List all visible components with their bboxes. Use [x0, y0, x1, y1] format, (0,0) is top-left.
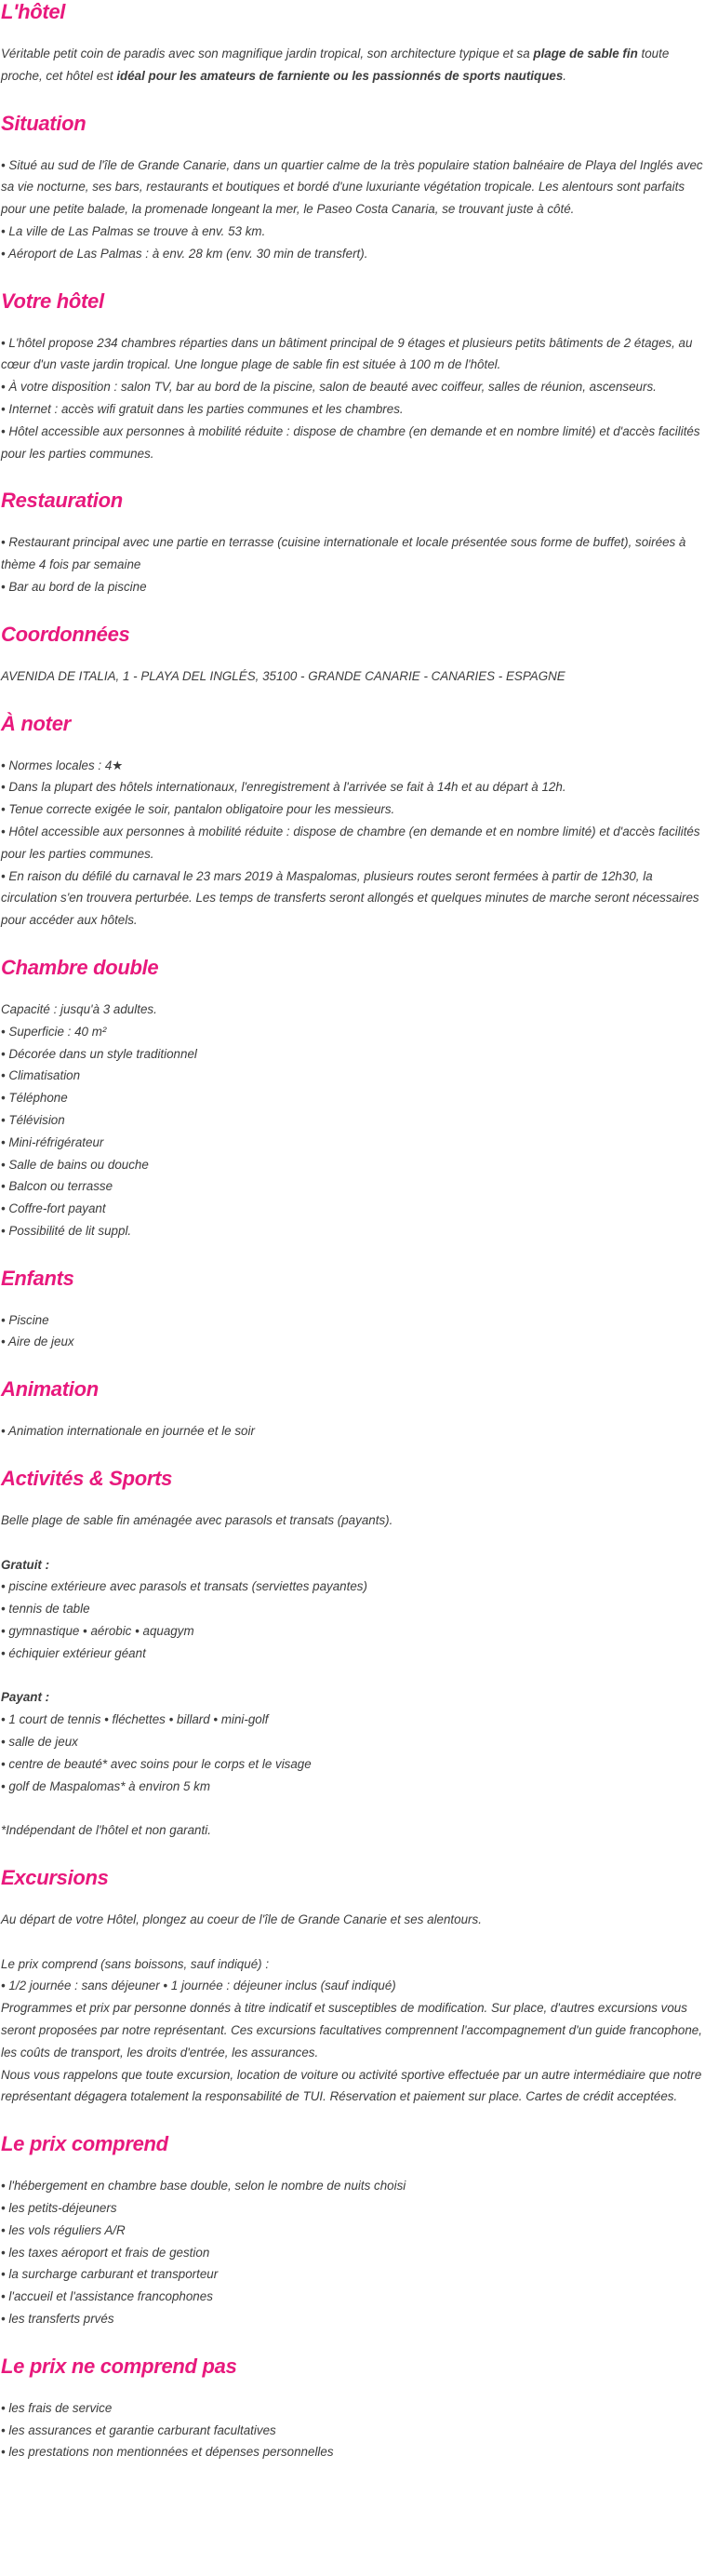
section-body-coordonnees	[1, 665, 705, 688]
text-run: Capacité : jusqu'à 3 adultes.	[1, 1001, 157, 1016]
text-line	[1, 665, 703, 688]
section-title-coordonnees: Coordonnées	[1, 622, 130, 646]
text-line	[1, 154, 703, 221]
section-body-a-noter	[1, 755, 705, 932]
section-restauration	[1, 489, 705, 597]
section-votre-hotel	[1, 289, 705, 465]
section-hotel	[1, 0, 705, 87]
text-run: • Climatisation	[1, 1068, 81, 1083]
text-line	[1, 1576, 703, 1598]
text-run: • 1/2 journée : sans déjeuner • 1 journée : déjeuner inclus (sauf indiqué)	[1, 1979, 396, 1993]
section-title-chambre-double: Chambre double	[1, 955, 159, 979]
text-run: .	[563, 68, 567, 83]
text-run: • Bar au bord de la piscine	[1, 579, 147, 594]
text-run: • centre de beauté* avec soins pour le corps et le visage	[1, 1756, 312, 1771]
text-line	[1, 1953, 703, 1976]
text-line	[1, 2242, 703, 2264]
text-run: AVENIDA DE ITALIA, 1 - PLAYA DEL INGLÉS, 35100 - GRANDE CANARIE - CANARIES - ESPAGNE	[1, 668, 565, 683]
text-run: • Coffre-fort payant	[1, 1201, 106, 1216]
text-line	[1, 2175, 703, 2197]
text-run: • les vols réguliers A/R	[1, 2222, 126, 2237]
blank-line	[1, 1931, 703, 1953]
section-title-activites: Activités & Sports	[1, 1467, 173, 1491]
text-line	[1, 376, 703, 398]
section-body-chambre-double	[1, 999, 705, 1242]
text-run: • Situé au sud de l'île de Grande Canarie, dans un quartier calme de la très populaire station balnéaire de Playa del Inglés avec sa vie nocturne, ses bars, restaurants et boutiques et bordé d'une luxuriante végétation tropicale. Les alentours sont parfaits pour une petite balade, la promenade longeant la mer, le Paseo Costa Canaria, se trouvant juste à côté.	[1, 157, 703, 217]
text-run: • Animation internationale en journée et le soir	[1, 1424, 255, 1439]
blank-line	[1, 1797, 703, 1819]
text-run: • Superficie : 40 m²	[1, 1024, 107, 1039]
text-line	[1, 1087, 703, 1109]
text-line	[1, 1753, 703, 1776]
text-run: • Tenue correcte exigée le soir, pantalon obligatoire pour les messieurs.	[1, 802, 395, 817]
text-run: • Téléphone	[1, 1091, 68, 1106]
text-line	[1, 1065, 703, 1087]
text-line	[1, 576, 703, 598]
text-run: • Salle de bains ou douche	[1, 1157, 149, 1172]
text-run: • Normes locales : 4★	[1, 758, 124, 772]
text-line	[1, 1819, 703, 1842]
text-line	[1, 1997, 703, 2063]
section-title-restauration: Restauration	[1, 489, 123, 513]
text-line	[1, 1620, 703, 1643]
text-line	[1, 2286, 703, 2308]
sections-container	[1, 0, 705, 2463]
text-run: • 1 court de tennis • fléchettes • billard • mini-golf	[1, 1712, 269, 1727]
text-line	[1, 1309, 703, 1332]
section-body-enfants	[1, 1309, 705, 1354]
section-body-situation	[1, 154, 705, 265]
text-line	[1, 798, 703, 821]
text-run: • tennis de table	[1, 1602, 90, 1617]
section-title-situation: Situation	[1, 111, 86, 135]
text-line	[1, 2420, 703, 2442]
text-line	[1, 999, 703, 1021]
text-line	[1, 1043, 703, 1066]
text-line	[1, 1198, 703, 1220]
text-run: • Télévision	[1, 1112, 65, 1127]
bold-text: idéal pour les amateurs de farniente ou les passionnés de sports nautiques	[116, 68, 564, 83]
text-run: • Balcon ou terrasse	[1, 1179, 113, 1194]
text-line	[1, 1709, 703, 1731]
text-run: • golf de Maspalomas* à environ 5 km	[1, 1778, 210, 1793]
text-line	[1, 1643, 703, 1665]
section-animation	[1, 1377, 705, 1442]
section-title-prix-comprend: Le prix comprend	[1, 2132, 168, 2156]
text-line	[1, 2441, 703, 2463]
text-line	[1, 865, 703, 932]
section-prix-ne-comprend-pas	[1, 2355, 705, 2463]
text-run: • les frais de service	[1, 2400, 113, 2415]
text-run: • salle de jeux	[1, 1735, 78, 1750]
text-run: • L'hôtel propose 234 chambres réparties dans un bâtiment principal de 9 étages et plusieurs petits bâtiments de 2 étages, au cœur d'un vaste jardin tropical. Une longue plage de sable fin est située à 100 m de l'hôtel.	[1, 335, 693, 372]
bold-text: Payant :	[1, 1690, 50, 1705]
section-body-excursions	[1, 1909, 705, 2108]
text-run: • l'accueil et l'assistance francophones	[1, 2289, 213, 2304]
section-body-restauration	[1, 531, 705, 597]
text-run: • Dans la plupart des hôtels internationaux, l'enregistrement à l'arrivée se fait à 14h et au départ à 12h.	[1, 780, 566, 795]
section-title-hotel: L'hôtel	[1, 0, 66, 23]
text-run: *Indépendant de l'hôtel et non garanti.	[1, 1823, 211, 1838]
text-line	[1, 1021, 703, 1043]
text-line	[1, 1598, 703, 1620]
text-line	[1, 1975, 703, 1997]
section-body-activites	[1, 1509, 705, 1842]
text-line	[1, 2308, 703, 2330]
section-activites	[1, 1467, 705, 1842]
section-title-votre-hotel: Votre hôtel	[1, 288, 104, 313]
text-line	[1, 1731, 703, 1753]
text-line	[1, 243, 703, 265]
section-prix-comprend	[1, 2132, 705, 2330]
text-line	[1, 421, 703, 465]
text-run: Véritable petit coin de paradis avec son magnifique jardin tropical, son architecture typique et sa	[1, 47, 534, 60]
text-run: • Restaurant principal avec une partie en terrasse (cuisine internationale et locale présentée sous forme de buffet), soirées à thème 4 fois par semaine	[1, 535, 686, 572]
text-run: Le prix comprend (sans boissons, sauf indiqué) :	[1, 1956, 270, 1971]
text-line	[1, 1554, 703, 1576]
text-run: Nous vous rappelons que toute excursion, location de voiture ou activité sportive effectuée par un autre intermédiaire que notre représentant dégagera totalement la responsabilité de TUI. Réservation et paiement sur place. Cartes de crédit acceptées.	[1, 2067, 702, 2104]
section-title-excursions: Excursions	[1, 1866, 109, 1890]
text-run: • Hôtel accessible aux personnes à mobilité réduite : dispose de chambre (en demande et en nombre limité) et d'accès facilités pour les parties communes.	[1, 824, 700, 861]
text-line	[1, 1509, 703, 1532]
text-run: • échiquier extérieur géant	[1, 1645, 146, 1660]
bold-text: plage de sable fin	[533, 47, 638, 60]
section-title-animation: Animation	[1, 1377, 99, 1402]
text-line	[1, 221, 703, 243]
text-line	[1, 755, 703, 777]
text-line	[1, 1420, 703, 1442]
text-line	[1, 1154, 703, 1176]
text-run: • À votre disposition : salon TV, bar au bord de la piscine, salon de beauté avec coiffeur, salles de réunion, ascenseurs.	[1, 380, 657, 395]
text-line	[1, 398, 703, 421]
text-run: • En raison du défilé du carnaval le 23 mars 2019 à Maspalomas, plusieurs routes seront fermées à partir de 12h30, la circulation s'en trouvera perturbée. Les temps de transferts seront allongés et quelques minutes de marche seront nécessaires pour accéder aux hôtels.	[1, 868, 699, 928]
text-run: • les petits-déjeuners	[1, 2201, 117, 2215]
text-line	[1, 531, 703, 576]
text-run: • les assurances et garantie carburant facultatives	[1, 2422, 276, 2437]
bold-text: Gratuit :	[1, 1557, 50, 1572]
text-line	[1, 332, 703, 377]
section-a-noter	[1, 712, 705, 932]
text-run: • Internet : accès wifi gratuit dans les parties communes et les chambres.	[1, 401, 404, 416]
text-run: • l'hébergement en chambre base double, selon le nombre de nuits choisi	[1, 2179, 406, 2194]
text-run: • Possibilité de lit suppl.	[1, 1223, 132, 1238]
text-run: • gymnastique • aérobic • aquagym	[1, 1624, 194, 1639]
text-run: • Décorée dans un style traditionnel	[1, 1046, 197, 1061]
text-line	[1, 1220, 703, 1242]
text-line	[1, 776, 703, 798]
section-excursions	[1, 1866, 705, 2108]
section-body-prix-comprend	[1, 2175, 705, 2330]
text-line	[1, 2220, 703, 2242]
text-run: Programmes et prix par personne donnés à titre indicatif et susceptibles de modification. Sur place, d'autres excursions vous seront proposées par notre représentant. Ces excursions facultatives comprennent l'accompagnement d'un guide francophone, les coûts de transport, les droits d'entrée, les assurances.	[1, 2001, 702, 2059]
text-run: • Mini-réfrigérateur	[1, 1134, 104, 1149]
text-line	[1, 43, 703, 87]
text-line	[1, 2064, 703, 2109]
text-run: • Hôtel accessible aux personnes à mobilité réduite : dispose de chambre (en demande et en nombre limité) et d'accès facilités pour les parties communes.	[1, 423, 700, 461]
text-run: • La ville de Las Palmas se trouve à env. 53 km.	[1, 223, 266, 238]
text-run: • les prestations non mentionnées et dépenses personnelles	[1, 2445, 334, 2460]
text-run: • la surcharge carburant et transporteur	[1, 2267, 219, 2282]
section-title-enfants: Enfants	[1, 1266, 74, 1290]
section-chambre-double	[1, 956, 705, 1242]
text-line	[1, 1109, 703, 1132]
text-run: • Piscine	[1, 1312, 49, 1327]
text-run: Belle plage de sable fin aménagée avec parasols et transats (payants).	[1, 1513, 393, 1528]
text-line	[1, 1331, 703, 1353]
text-line	[1, 2197, 703, 2220]
text-line	[1, 1909, 703, 1931]
text-line	[1, 1175, 703, 1198]
blank-line	[1, 1532, 703, 1554]
text-line	[1, 1686, 703, 1709]
text-line	[1, 2263, 703, 2286]
text-run: • Aire de jeux	[1, 1335, 74, 1349]
text-line	[1, 2397, 703, 2420]
section-body-animation	[1, 1420, 705, 1442]
section-title-prix-ne-comprend-pas: Le prix ne comprend pas	[1, 2354, 237, 2378]
section-body-prix-ne-comprend-pas	[1, 2397, 705, 2463]
section-body-hotel	[1, 43, 705, 87]
section-enfants	[1, 1267, 705, 1354]
text-run: Au départ de votre Hôtel, plongez au coeur de l'île de Grande Canarie et ses alentours.	[1, 1912, 482, 1927]
text-run: • piscine extérieure avec parasols et transats (serviettes payantes)	[1, 1579, 367, 1594]
text-line	[1, 821, 703, 865]
text-run: • les transferts prvés	[1, 2311, 114, 2326]
section-title-a-noter: À noter	[1, 711, 71, 735]
text-run: • Aéroport de Las Palmas : à env. 28 km (env. 30 min de transfert).	[1, 246, 368, 261]
text-run: • les taxes aéroport et frais de gestion	[1, 2245, 210, 2260]
section-coordonnees	[1, 623, 705, 688]
section-situation	[1, 112, 705, 265]
text-run: toute proche, cet hôtel est	[1, 47, 670, 83]
blank-line	[1, 1665, 703, 1687]
section-body-votre-hotel	[1, 332, 705, 465]
text-line	[1, 1132, 703, 1154]
text-line	[1, 1776, 703, 1798]
